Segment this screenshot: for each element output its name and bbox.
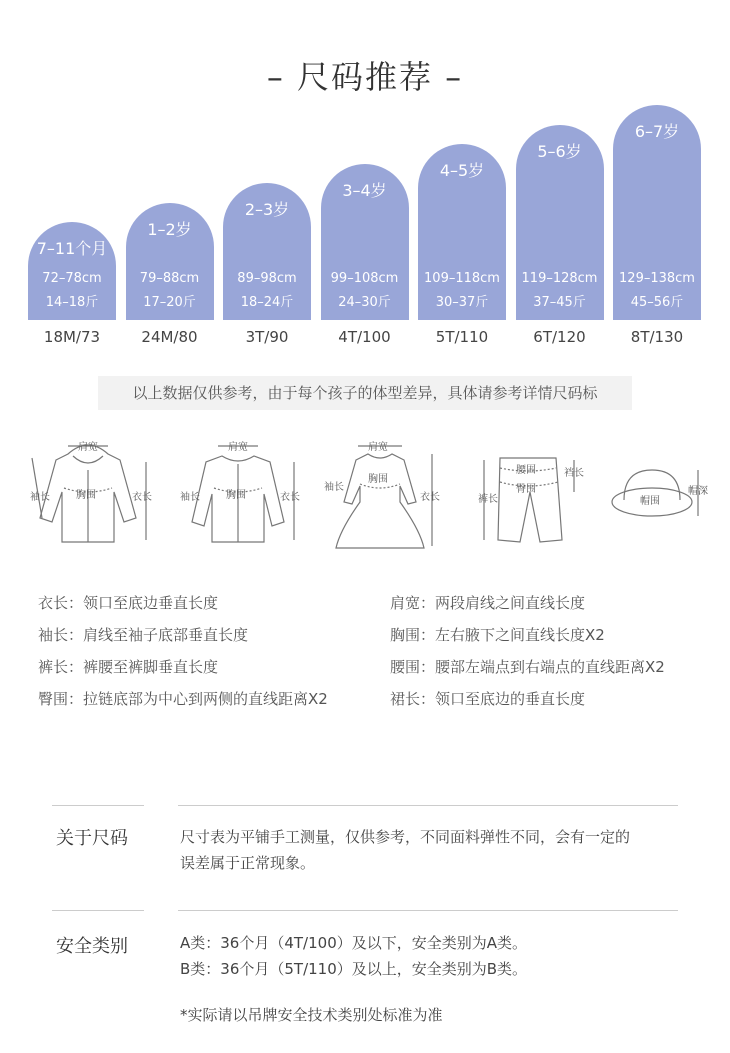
size-code: 5T/110 (435, 328, 489, 346)
height-range: 119–128cm (521, 271, 598, 286)
hooded-jacket-icon (28, 430, 152, 555)
sleeve-label: 袖长 (30, 492, 50, 503)
age-label: 1–2岁 (147, 219, 192, 239)
size-chart (28, 100, 708, 350)
height-range: 129–138cm (619, 271, 695, 286)
size-code: 4T/100 (338, 328, 391, 346)
dress-icon (320, 430, 440, 555)
definition-item: 衣长：领口至底边垂直长度 (38, 594, 219, 612)
size-code: 6T/120 (533, 328, 586, 346)
divider (178, 805, 678, 806)
chest-label: 胸围 (226, 490, 246, 501)
about-size-text-line2: 误差属于正常现象。 (180, 854, 316, 872)
hat-icon (610, 430, 710, 555)
page-title: – 尺码推荐 – (266, 58, 464, 96)
safety-class-b: B类：36个月（5T/110）及以上，安全类别为B类。 (180, 960, 528, 978)
age-label: 5–6岁 (537, 141, 582, 161)
age-label: 4–5岁 (439, 161, 485, 180)
definition-item: 臀围：拉链底部为中心到两侧的直线距离X2 (38, 690, 328, 708)
waist-label: 腰围 (516, 465, 536, 476)
age-label: 6–7岁 (634, 122, 680, 141)
measurement-illustrations (0, 430, 730, 560)
shoulder-label: 肩宽 (228, 442, 248, 453)
shoulder-label: 肩宽 (368, 442, 388, 453)
weight-range: 14–18斤 (45, 295, 99, 310)
about-size-title: 关于尺码 (56, 828, 128, 849)
hat-circ-label: 帽围 (640, 496, 660, 507)
chest-label: 胸围 (368, 474, 388, 485)
divider (52, 910, 144, 911)
height-range: 89–98cm (237, 271, 297, 286)
length-label: 衣长 (420, 492, 440, 503)
length-label: 衣长 (280, 492, 300, 503)
pants-icon (478, 430, 588, 555)
safety-class-a: A类：36个月（4T/100）及以下，安全类别为A类。 (180, 934, 528, 952)
weight-range: 24–30斤 (338, 295, 391, 310)
weight-range: 37–45斤 (533, 295, 586, 310)
definition-item: 裤长：裤腰至裤脚垂直长度 (38, 658, 219, 676)
age-label: 7–11个月 (36, 239, 108, 258)
size-code: 3T/90 (245, 328, 289, 346)
definition-item: 袖长：肩线至袖子底部垂直长度 (38, 626, 249, 644)
chest-label: 胸围 (76, 490, 96, 501)
size-bar (223, 183, 311, 320)
height-range: 109–118cm (424, 271, 500, 286)
age-label: 2–3岁 (244, 200, 290, 219)
height-range: 79–88cm (139, 271, 200, 286)
hip-label: 臀围 (516, 484, 536, 495)
definition-item: 腰围：腰部左端点到右端点的直线距离X2 (390, 658, 665, 676)
weight-range: 30–37斤 (435, 295, 489, 310)
weight-range: 17–20斤 (143, 295, 196, 310)
divider (52, 805, 144, 806)
cardigan-icon (178, 430, 298, 555)
size-code: 8T/130 (630, 328, 684, 346)
size-bar (418, 144, 506, 320)
hat-depth-label: 帽深 (688, 486, 708, 497)
sleeve-label: 袖长 (324, 482, 344, 493)
weight-range: 18–24斤 (240, 295, 294, 310)
weight-range: 45–56斤 (630, 295, 684, 310)
sleeve-label: 袖长 (180, 492, 200, 503)
height-range: 99–108cm (330, 271, 399, 286)
definition-item: 肩宽：两段肩线之间直线长度 (390, 594, 586, 612)
shoulder-label: 肩宽 (78, 442, 98, 453)
size-bar (28, 222, 116, 320)
height-range: 72–78cm (42, 271, 102, 286)
definition-item: 胸围：左右腋下之间直线长度X2 (390, 626, 605, 644)
definition-item: 裙长：领口至底边的垂直长度 (390, 690, 586, 708)
size-bar (613, 105, 701, 320)
size-bar (516, 125, 604, 321)
about-size-text-line1: 尺寸表为平铺手工测量，仅供参考，不同面料弹性不同，会有一定的 (180, 828, 631, 846)
pants-length-label: 裤长 (478, 494, 498, 505)
divider (178, 910, 678, 911)
size-bar (126, 203, 214, 321)
safety-class-title: 安全类别 (56, 936, 128, 957)
safety-footnote: *实际请以吊牌安全技术类别处标准为准 (180, 1006, 443, 1024)
size-code: 18M/73 (43, 328, 101, 346)
size-bar (321, 164, 409, 321)
size-code: 24M/80 (141, 328, 198, 346)
length-label: 衣长 (132, 492, 152, 503)
reference-note: 以上数据仅供参考，由于每个孩子的体型差异，具体请参考详情尺码标 (98, 376, 632, 410)
rise-label: 裆长 (564, 468, 584, 479)
age-label: 3–4岁 (342, 180, 387, 200)
